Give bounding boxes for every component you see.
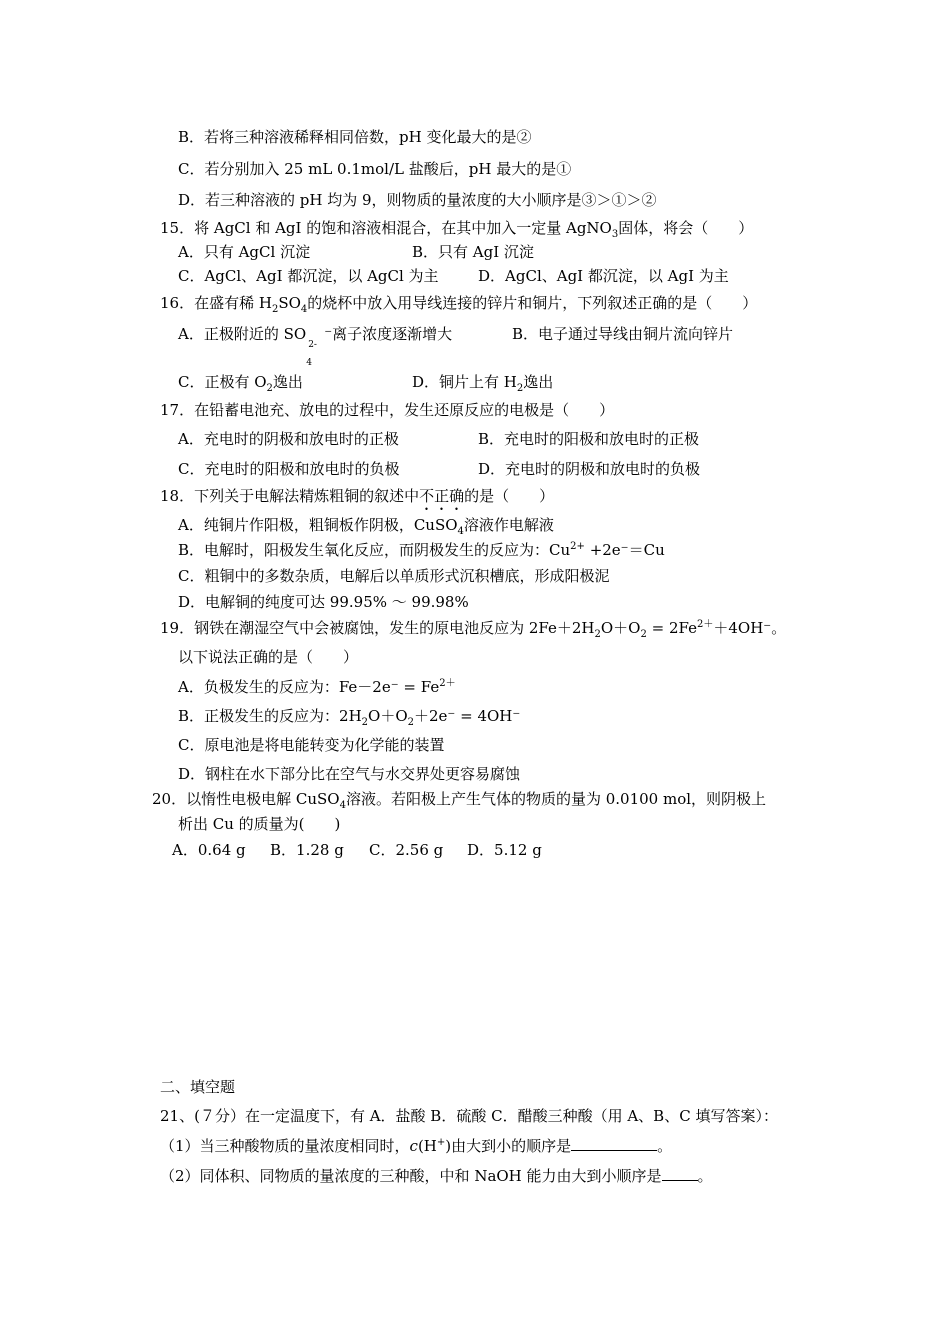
q15-option-d: D．AgCl、AgI 都沉淀，以 AgI 为主	[478, 267, 729, 285]
q18-b-text-a: B．电解时，阳极发生氧化反应，而阴极发生的反应为：Cu	[178, 541, 571, 559]
q19-stem-sup: 2＋	[696, 619, 714, 630]
q15-stem-text-a: 15．将 AgCl 和 AgI 的饱和溶液相混合，在其中加入一定量 AgNO	[160, 219, 612, 237]
q18-stem-text-a: 18．下列关于电解法精炼粗铜的叙述中	[160, 487, 420, 505]
q21-p1-text-a: （1）当三种酸物质的量浓度相同时，	[160, 1137, 410, 1155]
q17-option-c: C．充电时的阳极和放电时的负极	[178, 460, 400, 478]
q15-option-c: C．AgCl、AgI 都沉淀，以 AgCl 为主	[178, 267, 439, 285]
q19-stem-sub2: 2	[640, 629, 647, 640]
q19-stem-text-c: = 2Fe	[646, 619, 697, 637]
sulfate-sub: 4	[306, 358, 312, 368]
q18-option-a	[178, 515, 554, 535]
q18-stem	[160, 486, 554, 514]
q16-a-text-b: ⁻离子浓度逐渐增大	[324, 325, 453, 343]
sulfate-sup: 2-	[308, 340, 317, 350]
q20-stem-text-a: 20．以惰性电极电解 CuSO	[152, 790, 340, 808]
q14-option-d: D．若三种溶液的 pH 均为 9，则物质的量浓度的大小顺序是③＞①＞②	[178, 191, 657, 209]
q19-stem-line2: 以下说法正确的是（ ）	[178, 648, 359, 666]
q14-option-c: C．若分别加入 25 mL 0.1mol/L 盐酸后，pH 最大的是①	[178, 160, 572, 178]
q16-a-text: A．正极附近的 SO	[178, 325, 307, 343]
answer-blank-1[interactable]	[571, 1136, 657, 1151]
q20-stem-text-b: 溶液。若阳极上产生气体的物质的量为 0.0100 mol，则阴极上	[345, 790, 767, 808]
q19-option-c: C．原电池是将电能转变为化学能的装置	[178, 736, 445, 754]
q15-stem-text-b: 固体，将会（ ）	[618, 219, 754, 237]
q18-a-text-a: A．纯铜片作阳极，粗铜板作阴极，CuSO	[178, 516, 458, 534]
q16-stem	[160, 293, 757, 313]
section-title-fill-in: 二、填空题	[160, 1078, 236, 1096]
q21-stem: 21、(７分）在一定温度下，有 A．盐酸 B．硫酸 C．醋酸三种酸（用 A、B、C 填写答案）：	[160, 1107, 778, 1125]
q15-stem-sub: 3	[611, 229, 619, 240]
q16-option-b: B．电子通过导线由铜片流向锌片	[512, 325, 734, 343]
q15-option-b: B．只有 AgI 沉淀	[412, 243, 534, 261]
q21-part-2	[160, 1166, 713, 1186]
q19-a-sup: 2＋	[439, 678, 456, 689]
q16-c-text-b: 逸出	[272, 373, 303, 391]
q16-stem-text-c: 的烧杯中放入用导线连接的锌片和铜片，下列叙述正确的是（ ）	[307, 294, 758, 312]
q16-option-d	[412, 372, 553, 392]
q16-option-a	[178, 324, 453, 368]
q18-stem-emphasis: 不正确	[419, 487, 465, 505]
q21-p1-text-d: )由大到小的顺序是	[445, 1137, 572, 1155]
q20-option-a: A．0.64 g	[172, 841, 246, 859]
q18-option-b	[178, 540, 665, 560]
q19-stem-text-a: 19．钢铁在潮湿空气中会被腐蚀，发生的原电池反应为 2Fe＋2H	[160, 619, 595, 637]
q16-stem-text-a: 16．在盛有稀 H	[160, 294, 272, 312]
q19-b-text-a: B．正极发生的反应为：2H	[178, 707, 362, 725]
q18-a-text-b: 溶液作电解液	[463, 516, 554, 534]
q19-option-a	[178, 677, 456, 697]
q16-stem-sub1: 2	[271, 304, 279, 315]
q16-stem-sub2: 4	[300, 304, 308, 315]
q17-option-b: B．充电时的阳极和放电时的正极	[478, 430, 700, 448]
q16-c-sub: 2	[266, 383, 273, 394]
q16-d-sub: 2	[516, 383, 524, 394]
q15-stem	[160, 218, 753, 238]
q21-p1-c-italic: c	[409, 1137, 418, 1155]
q17-option-a: A．充电时的阴极和放电时的正极	[178, 430, 399, 448]
q20-option-d: D．5.12 g	[467, 841, 542, 859]
q19-option-b	[178, 706, 520, 726]
q19-b-text-c: ＋2e⁻ = 4OH⁻	[414, 707, 521, 725]
q20-stem-sub: 4	[339, 800, 346, 811]
q15-option-a: A．只有 AgCl 沉淀	[178, 243, 311, 261]
q21-part-1	[160, 1136, 672, 1156]
q17-stem: 17．在铅蓄电池充、放电的过程中，发生还原反应的电极是（ ）	[160, 401, 615, 419]
q21-p2-text: （2）同体积、同物质的量浓度的三种酸，中和 NaOH 能力由大到小顺序是	[160, 1167, 662, 1185]
q16-stem-text-b: SO	[278, 294, 301, 312]
q14-option-b: B．若将三种溶液稀释相同倍数，pH 变化最大的是②	[178, 128, 532, 146]
q16-c-text-a: C．正极有 O	[178, 373, 267, 391]
q19-stem-text-d: ＋4OH⁻。	[713, 619, 787, 637]
q19-b-sub: 2	[361, 717, 369, 728]
q18-stem-text-b: 的是（ ）	[464, 487, 555, 505]
q16-d-text-b: 逸出	[523, 373, 554, 391]
q21-p2-end: 。	[697, 1167, 713, 1185]
q18-b-text-b: +2e⁻＝Cu	[584, 541, 665, 559]
q19-stem	[160, 618, 786, 638]
q18-option-c: C．粗铜中的多数杂质，电解后以单质形式沉积槽底，形成阳极泥	[178, 567, 610, 585]
q19-b-text-b: O＋O	[368, 707, 408, 725]
q18-option-d: D．电解铜的纯度可达 99.95% ～ 99.98%	[178, 593, 469, 611]
q16-d-text-a: D．铜片上有 H	[412, 373, 517, 391]
q16-option-c	[178, 372, 303, 392]
q20-stem	[152, 789, 766, 809]
q17-option-d: D．充电时的阴极和放电时的负极	[478, 460, 701, 478]
q19-a-text: A．负极发生的反应为：Fe－2e⁻ = Fe	[178, 678, 440, 696]
q21-p1-end: 。	[657, 1137, 673, 1155]
q19-stem-text-b: O＋O	[600, 619, 641, 637]
q19-b-sub2: 2	[407, 717, 415, 728]
q20-option-b: B．1.28 g	[270, 841, 344, 859]
q21-p1-text-b: (H	[417, 1137, 437, 1155]
q20-stem-line2: 析出 Cu 的质量为( )	[178, 815, 341, 833]
q21-p1-sup: +	[436, 1137, 446, 1148]
q19-option-d: D．钢柱在水下部分比在空气与水交界处更容易腐蚀	[178, 765, 521, 783]
q19-stem-sub1: 2	[594, 629, 601, 640]
q20-option-c: C．2.56 g	[369, 841, 444, 859]
q18-a-sub: 4	[457, 526, 464, 537]
answer-blank-2[interactable]	[662, 1166, 698, 1181]
q18-b-sup: 2+	[570, 541, 585, 552]
